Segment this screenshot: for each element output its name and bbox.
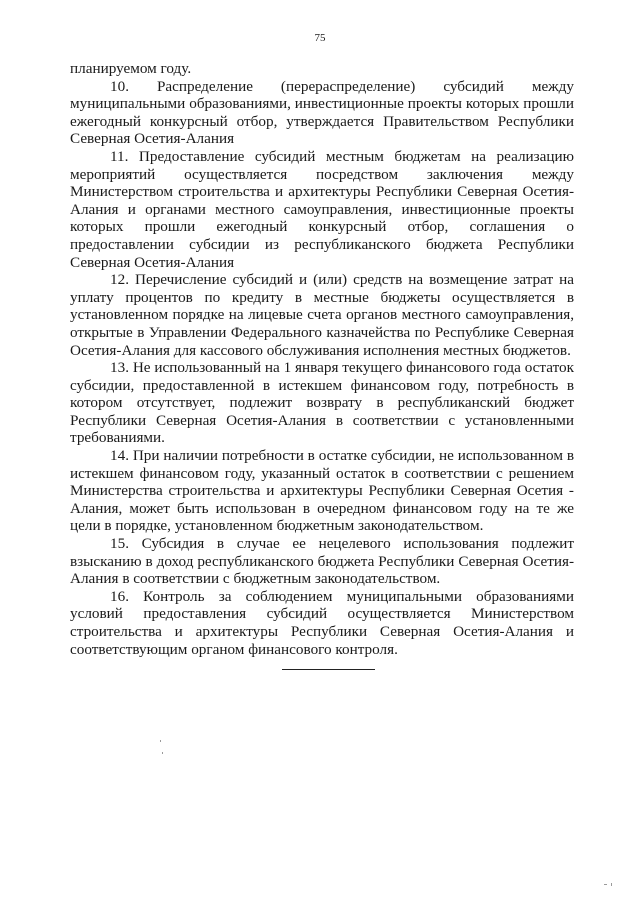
scan-speck bbox=[162, 752, 163, 754]
paragraph-14: 14. При наличии потребности в остатке субсидии, не использованном в истекшем финансовом году, указанный остаток в соответствии с решением Министерства строительства и архитектуры Республики Северная Осетия - Алания, может быть использован в очередном финансовом году на те же цели в порядке, установленном бюджетным законодательством. bbox=[70, 447, 574, 535]
paragraph-16: 16. Контроль за соблюдением муниципальными образованиями условий предоставления субсидий осуществляется Министерством строительства и архитектуры Республики Северная Осетия-Алания и соответствующим органом финансового контроля. bbox=[70, 587, 574, 658]
scan-speck bbox=[611, 883, 612, 886]
paragraph-11: 11. Предоставление субсидий местным бюджетам на реализацию мероприятий осуществляется посредством заключения между Министерством строительства и архитектуры Республики Северная Осетия-Алания и органами местного самоуправления, инвестиционные проекты которых прошли ежегодный конкурсный отбор, соглашения о предоставлении субсидии из республиканского бюджета Республики Северная Осетия-Алания bbox=[70, 147, 574, 271]
scan-speck bbox=[160, 740, 161, 742]
paragraph-15: 15. Субсидия в случае ее нецелевого использования подлежит взысканию в доход республиканского бюджета Республики Северная Осетия-Алания в соответствии с бюджетным законодательством. bbox=[70, 535, 574, 588]
page-number: 75 bbox=[314, 32, 326, 44]
end-divider-line bbox=[282, 669, 375, 670]
document-body bbox=[70, 60, 574, 658]
paragraph-13: 13. Не использованный на 1 января текущего финансового года остаток субсидии, предоставленной в истекшем финансовом году, потребность в котором отсутствует, подлежит возврату в республиканский бюджет Республики Северная Осетия-Алания в соответствии с установленными требованиями. bbox=[70, 359, 574, 447]
scan-speck bbox=[604, 884, 607, 885]
paragraph-12: 12. Перечисление субсидий и (или) средств на возмещение затрат на уплату процентов по кредиту в местные бюджеты осуществляется в установленном порядке на лицевые счета органов местного самоуправления, открытые в Управлении Федерального казначейства по Республике Северная Осетия-Алания для кассового обслуживания исполнения местных бюджетов. bbox=[70, 271, 574, 359]
paragraph-continuation: планируемом году. bbox=[70, 60, 192, 77]
paragraph-10: 10. Распределение (перераспределение) субсидий между муниципальными образованиями, инвестиционные проекты которых прошли ежегодный конкурсный отбор, утверждается Правительством Республики Северная Осетия-Алания bbox=[70, 77, 574, 148]
